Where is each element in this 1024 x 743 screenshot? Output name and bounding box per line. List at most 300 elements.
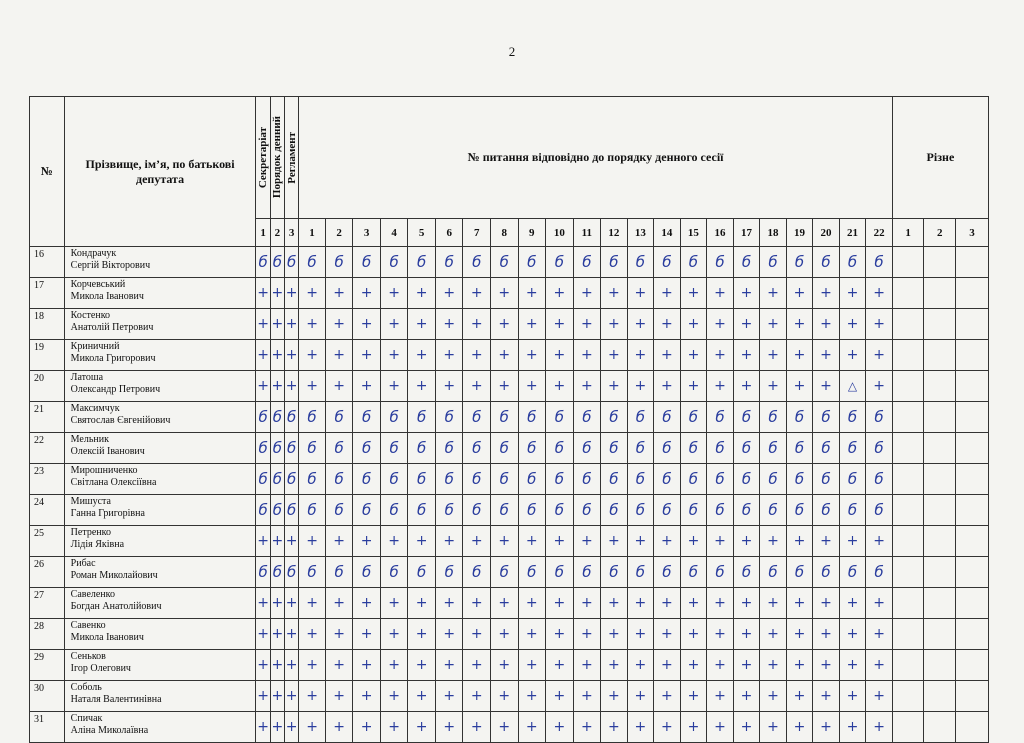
vote-b-mark: б	[463, 464, 491, 495]
row-number: 30	[30, 681, 65, 712]
deputy-name	[64, 681, 256, 712]
vote-plus-mark: +	[518, 309, 546, 340]
vote-plus-mark: +	[786, 526, 813, 557]
empty-cell	[924, 464, 956, 495]
voting-table	[29, 96, 989, 743]
vote-b-mark: б	[256, 495, 270, 526]
vote-plus-mark: +	[285, 650, 299, 681]
vote-plus-mark: +	[463, 309, 491, 340]
vote-plus-mark: +	[813, 371, 840, 402]
vote-b-mark: б	[325, 464, 353, 495]
vote-b-mark: б	[491, 402, 519, 433]
empty-cell	[924, 681, 956, 712]
empty-cell	[924, 557, 956, 588]
vote-plus-mark: +	[299, 619, 326, 650]
deputy-surname: Кондрачук	[70, 248, 117, 259]
vote-plus-mark: +	[760, 619, 787, 650]
vote-plus-mark: +	[353, 371, 381, 402]
row-number: 18	[30, 309, 65, 340]
empty-cell	[924, 619, 956, 650]
deputy-name	[64, 402, 256, 433]
vote-b-mark: б	[760, 557, 787, 588]
vote-plus-mark: +	[463, 371, 491, 402]
vote-plus-mark: +	[380, 619, 408, 650]
table-row	[30, 712, 989, 743]
vote-plus-mark: +	[380, 588, 408, 619]
row-number: 26	[30, 557, 65, 588]
vote-plus-mark: +	[601, 340, 628, 371]
table-row	[30, 402, 989, 433]
vote-plus-mark: +	[408, 309, 436, 340]
vote-plus-mark: +	[435, 309, 463, 340]
vote-plus-mark: +	[325, 309, 353, 340]
row-number: 23	[30, 464, 65, 495]
vote-plus-mark: +	[733, 526, 760, 557]
deputy-given-names: Ігор Олегович	[70, 663, 131, 674]
empty-cell	[956, 433, 989, 464]
vote-b-mark: б	[573, 247, 601, 278]
vote-plus-mark: +	[518, 526, 546, 557]
deputy-given-names: Микола Григорович	[70, 353, 156, 364]
vote-b-mark: б	[866, 464, 893, 495]
vote-b-mark: б	[733, 433, 760, 464]
column-number: 2	[270, 219, 284, 247]
deputy-given-names: Ганна Григорівна	[70, 508, 145, 519]
column-number: 16	[707, 219, 734, 247]
vote-plus-mark: +	[546, 340, 574, 371]
vote-plus-mark: +	[839, 278, 866, 309]
deputy-surname: Костенко	[70, 310, 111, 321]
vote-b-mark: б	[325, 247, 353, 278]
vote-b-mark: б	[680, 557, 707, 588]
vote-b-mark: б	[601, 247, 628, 278]
vote-b-mark: б	[546, 495, 574, 526]
column-number: 21	[839, 219, 866, 247]
vote-plus-mark: +	[299, 278, 326, 309]
vote-b-mark: б	[866, 402, 893, 433]
vote-plus-mark: +	[707, 619, 734, 650]
vote-plus-mark: +	[518, 681, 546, 712]
vote-plus-mark: +	[760, 278, 787, 309]
deputy-given-names: Світлана Олексіївна	[70, 477, 157, 488]
vote-plus-mark: +	[380, 650, 408, 681]
empty-cell	[924, 433, 956, 464]
vote-b-mark: б	[285, 557, 299, 588]
vote-b-mark: б	[299, 402, 326, 433]
column-number: 22	[866, 219, 893, 247]
vote-plus-mark: +	[285, 712, 299, 743]
vote-b-mark: б	[353, 247, 381, 278]
vote-b-mark: б	[760, 464, 787, 495]
vote-plus-mark: +	[325, 681, 353, 712]
vote-b-mark: б	[518, 495, 546, 526]
vote-b-mark: б	[839, 464, 866, 495]
empty-cell	[892, 278, 924, 309]
vote-plus-mark: +	[353, 588, 381, 619]
deputies-list	[30, 247, 989, 743]
vote-plus-mark: +	[627, 526, 654, 557]
vote-plus-mark: +	[707, 309, 734, 340]
row-number: 29	[30, 650, 65, 681]
empty-cell	[924, 650, 956, 681]
vote-plus-mark: +	[325, 340, 353, 371]
vote-plus-mark: +	[707, 712, 734, 743]
deputy-surname: Мельник	[70, 434, 109, 445]
deputy-given-names: Роман Миколайович	[70, 570, 158, 581]
vote-plus-mark: +	[654, 340, 681, 371]
vote-b-mark: б	[463, 495, 491, 526]
vote-plus-mark: +	[573, 340, 601, 371]
deputy-name	[64, 650, 256, 681]
vote-b-mark: б	[518, 402, 546, 433]
vote-plus-mark: +	[463, 712, 491, 743]
vote-b-mark: б	[435, 402, 463, 433]
vote-b-mark: б	[325, 402, 353, 433]
vote-plus-mark: +	[627, 278, 654, 309]
vote-plus-mark: +	[325, 712, 353, 743]
empty-cell	[956, 526, 989, 557]
vote-b-mark: б	[707, 557, 734, 588]
vote-plus-mark: +	[463, 650, 491, 681]
vote-plus-mark: +	[839, 650, 866, 681]
vote-plus-mark: +	[270, 371, 284, 402]
vote-b-mark: б	[285, 433, 299, 464]
empty-cell	[892, 681, 924, 712]
vote-plus-mark: +	[463, 619, 491, 650]
vote-plus-mark: +	[786, 619, 813, 650]
deputy-name	[64, 278, 256, 309]
empty-cell	[892, 619, 924, 650]
vote-plus-mark: +	[680, 619, 707, 650]
vote-plus-mark: +	[813, 278, 840, 309]
vote-b-mark: б	[813, 557, 840, 588]
vote-plus-mark: +	[546, 371, 574, 402]
vote-b-mark: б	[733, 495, 760, 526]
vote-b-mark: б	[680, 402, 707, 433]
vote-plus-mark: +	[299, 371, 326, 402]
vote-plus-mark: +	[866, 309, 893, 340]
vote-b-mark: б	[680, 464, 707, 495]
vote-plus-mark: +	[380, 309, 408, 340]
empty-cell	[956, 557, 989, 588]
table-row	[30, 464, 989, 495]
deputy-given-names: Микола Іванович	[70, 632, 144, 643]
column-number: 10	[546, 219, 574, 247]
deputy-surname: Спичак	[70, 713, 103, 724]
vote-b-mark: б	[256, 247, 270, 278]
vote-b-mark: б	[408, 402, 436, 433]
vote-plus-mark: +	[680, 526, 707, 557]
vote-plus-mark: +	[463, 340, 491, 371]
vote-b-mark: б	[491, 464, 519, 495]
vote-plus-mark: +	[573, 650, 601, 681]
vote-plus-mark: +	[654, 681, 681, 712]
empty-cell	[892, 650, 924, 681]
empty-cell	[892, 464, 924, 495]
row-number: 22	[30, 433, 65, 464]
header-regulations: Регламент	[285, 97, 299, 219]
vote-plus-mark: +	[285, 371, 299, 402]
vote-plus-mark: +	[491, 371, 519, 402]
vote-plus-mark: +	[256, 526, 270, 557]
empty-cell	[892, 588, 924, 619]
vote-plus-mark: +	[573, 619, 601, 650]
vote-b-mark: б	[627, 464, 654, 495]
vote-plus-mark: +	[733, 309, 760, 340]
empty-cell	[956, 588, 989, 619]
deputy-given-names: Анатолій Петрович	[70, 322, 154, 333]
vote-plus-mark: +	[463, 526, 491, 557]
vote-b-mark: б	[813, 495, 840, 526]
vote-plus-mark: +	[760, 526, 787, 557]
vote-plus-mark: +	[866, 619, 893, 650]
vote-b-mark: б	[380, 433, 408, 464]
vote-b-mark: б	[518, 557, 546, 588]
column-number: 14	[654, 219, 681, 247]
vote-plus-mark: +	[680, 278, 707, 309]
vote-plus-mark: +	[285, 588, 299, 619]
vote-plus-mark: +	[491, 278, 519, 309]
vote-b-mark: б	[299, 557, 326, 588]
empty-cell	[956, 619, 989, 650]
deputy-name	[64, 247, 256, 278]
vote-b-mark: б	[813, 464, 840, 495]
vote-plus-mark: +	[353, 681, 381, 712]
vote-plus-mark: +	[256, 340, 270, 371]
vote-b-mark: б	[353, 495, 381, 526]
column-number: 4	[380, 219, 408, 247]
vote-b-mark: б	[839, 247, 866, 278]
vote-plus-mark: +	[380, 278, 408, 309]
deputy-surname: Савенко	[70, 620, 106, 631]
vote-b-mark: б	[380, 402, 408, 433]
vote-plus-mark: +	[839, 681, 866, 712]
vote-b-mark: б	[285, 247, 299, 278]
vote-plus-mark: +	[866, 371, 893, 402]
vote-plus-mark: +	[408, 340, 436, 371]
empty-cell	[924, 712, 956, 743]
vote-plus-mark: +	[546, 650, 574, 681]
column-number: 6	[435, 219, 463, 247]
vote-b-mark: б	[380, 557, 408, 588]
vote-b-mark: б	[299, 247, 326, 278]
vote-b-mark: б	[601, 433, 628, 464]
vote-b-mark: б	[325, 557, 353, 588]
deputy-surname: Корчевський	[70, 279, 126, 290]
vote-plus-mark: +	[285, 619, 299, 650]
vote-b-mark: б	[707, 402, 734, 433]
vote-b-mark: б	[285, 495, 299, 526]
vote-b-mark: б	[380, 464, 408, 495]
deputy-surname: Мирошниченко	[70, 465, 138, 476]
vote-b-mark: б	[285, 402, 299, 433]
deputy-given-names: Олексій Іванович	[70, 446, 145, 457]
row-number: 28	[30, 619, 65, 650]
deputy-name	[64, 340, 256, 371]
row-number: 16	[30, 247, 65, 278]
vote-plus-mark: +	[408, 278, 436, 309]
table-row	[30, 619, 989, 650]
vote-plus-mark: +	[256, 309, 270, 340]
vote-plus-mark: +	[813, 340, 840, 371]
page-number: 2	[508, 44, 516, 59]
empty-cell	[924, 247, 956, 278]
vote-b-mark: б	[786, 495, 813, 526]
vote-plus-mark: +	[408, 681, 436, 712]
table-row	[30, 526, 989, 557]
vote-plus-mark: +	[518, 340, 546, 371]
vote-plus-mark: +	[491, 650, 519, 681]
empty-cell	[924, 526, 956, 557]
row-number: 24	[30, 495, 65, 526]
column-number: 3	[353, 219, 381, 247]
column-number: 7	[463, 219, 491, 247]
vote-plus-mark: +	[435, 371, 463, 402]
vote-plus-mark: +	[786, 650, 813, 681]
vote-plus-mark: +	[813, 526, 840, 557]
vote-plus-mark: +	[353, 278, 381, 309]
deputy-given-names: Лідія Яківна	[70, 539, 125, 550]
vote-plus-mark: +	[270, 588, 284, 619]
vote-plus-mark: +	[325, 619, 353, 650]
vote-plus-mark: +	[546, 526, 574, 557]
vote-plus-mark: +	[733, 712, 760, 743]
column-number: 12	[601, 219, 628, 247]
deputy-surname: Рибас	[70, 558, 96, 569]
vote-b-mark: б	[573, 495, 601, 526]
row-number: 17	[30, 278, 65, 309]
empty-cell	[956, 247, 989, 278]
vote-b-mark: б	[353, 402, 381, 433]
column-number: 1	[892, 219, 924, 247]
row-number: 31	[30, 712, 65, 743]
vote-plus-mark: +	[760, 681, 787, 712]
vote-plus-mark: +	[707, 371, 734, 402]
vote-plus-mark: +	[707, 681, 734, 712]
vote-b-mark: б	[270, 464, 284, 495]
vote-b-mark: б	[435, 495, 463, 526]
vote-plus-mark: +	[680, 681, 707, 712]
empty-cell	[956, 650, 989, 681]
vote-plus-mark: +	[491, 712, 519, 743]
vote-plus-mark: +	[408, 650, 436, 681]
empty-cell	[956, 340, 989, 371]
vote-b-mark: б	[627, 557, 654, 588]
vote-plus-mark: +	[786, 340, 813, 371]
vote-b-mark: б	[546, 433, 574, 464]
vote-b-mark: б	[256, 464, 270, 495]
vote-plus-mark: +	[463, 588, 491, 619]
deputy-surname: Латоша	[70, 372, 104, 383]
vote-b-mark: б	[839, 433, 866, 464]
vote-plus-mark: +	[491, 526, 519, 557]
vote-b-mark: б	[601, 464, 628, 495]
vote-plus-mark: +	[680, 588, 707, 619]
vote-plus-mark: +	[270, 340, 284, 371]
table-row	[30, 588, 989, 619]
column-number: 3	[285, 219, 299, 247]
vote-plus-mark: +	[435, 340, 463, 371]
vote-b-mark: б	[325, 495, 353, 526]
vote-plus-mark: +	[256, 371, 270, 402]
vote-b-mark: б	[408, 495, 436, 526]
vote-plus-mark: +	[760, 588, 787, 619]
column-number: 1	[299, 219, 326, 247]
vote-plus-mark: +	[813, 681, 840, 712]
vote-b-mark: б	[491, 557, 519, 588]
deputy-given-names: Сергій Вікторович	[70, 260, 151, 271]
vote-plus-mark: +	[733, 340, 760, 371]
vote-b-mark: б	[866, 495, 893, 526]
deputy-name	[64, 433, 256, 464]
empty-cell	[956, 278, 989, 309]
empty-cell	[924, 588, 956, 619]
column-number: 20	[813, 219, 840, 247]
vote-plus-mark: +	[518, 371, 546, 402]
vote-plus-mark: +	[380, 340, 408, 371]
vote-plus-mark: +	[546, 278, 574, 309]
vote-b-mark: б	[654, 433, 681, 464]
vote-plus-mark: +	[627, 371, 654, 402]
vote-b-mark: б	[786, 557, 813, 588]
vote-plus-mark: +	[256, 712, 270, 743]
vote-plus-mark: +	[839, 588, 866, 619]
column-number: 2	[325, 219, 353, 247]
vote-plus-mark: +	[601, 526, 628, 557]
empty-cell	[956, 402, 989, 433]
vote-plus-mark: +	[654, 526, 681, 557]
vote-plus-mark: +	[866, 526, 893, 557]
vote-plus-mark: +	[380, 371, 408, 402]
vote-plus-mark: +	[491, 681, 519, 712]
vote-plus-mark: +	[491, 588, 519, 619]
vote-b-mark: б	[680, 433, 707, 464]
vote-plus-mark: +	[285, 278, 299, 309]
empty-cell	[956, 712, 989, 743]
vote-plus-mark: +	[435, 681, 463, 712]
deputy-surname: Соболь	[70, 682, 102, 693]
vote-b-mark: б	[760, 433, 787, 464]
empty-cell	[924, 340, 956, 371]
vote-plus-mark: +	[270, 278, 284, 309]
vote-b-mark: б	[707, 433, 734, 464]
vote-plus-mark: +	[573, 588, 601, 619]
deputy-name	[64, 712, 256, 743]
vote-plus-mark: +	[299, 526, 326, 557]
vote-plus-mark: +	[270, 712, 284, 743]
vote-b-mark: б	[760, 402, 787, 433]
vote-b-mark: б	[491, 247, 519, 278]
vote-plus-mark: +	[813, 712, 840, 743]
vote-plus-mark: +	[353, 619, 381, 650]
empty-cell	[892, 247, 924, 278]
vote-b-mark: б	[839, 402, 866, 433]
vote-plus-mark: +	[518, 619, 546, 650]
vote-b-mark: б	[733, 557, 760, 588]
table-row	[30, 247, 989, 278]
vote-plus-mark: +	[491, 340, 519, 371]
table-row	[30, 557, 989, 588]
deputy-name	[64, 619, 256, 650]
vote-plus-mark: +	[270, 650, 284, 681]
vote-plus-mark: +	[270, 681, 284, 712]
vote-plus-mark: +	[491, 619, 519, 650]
row-number: 27	[30, 588, 65, 619]
vote-b-mark: б	[270, 247, 284, 278]
deputy-given-names: Олександр Петрович	[70, 384, 161, 395]
column-number: 3	[956, 219, 989, 247]
vote-plus-mark: +	[601, 712, 628, 743]
